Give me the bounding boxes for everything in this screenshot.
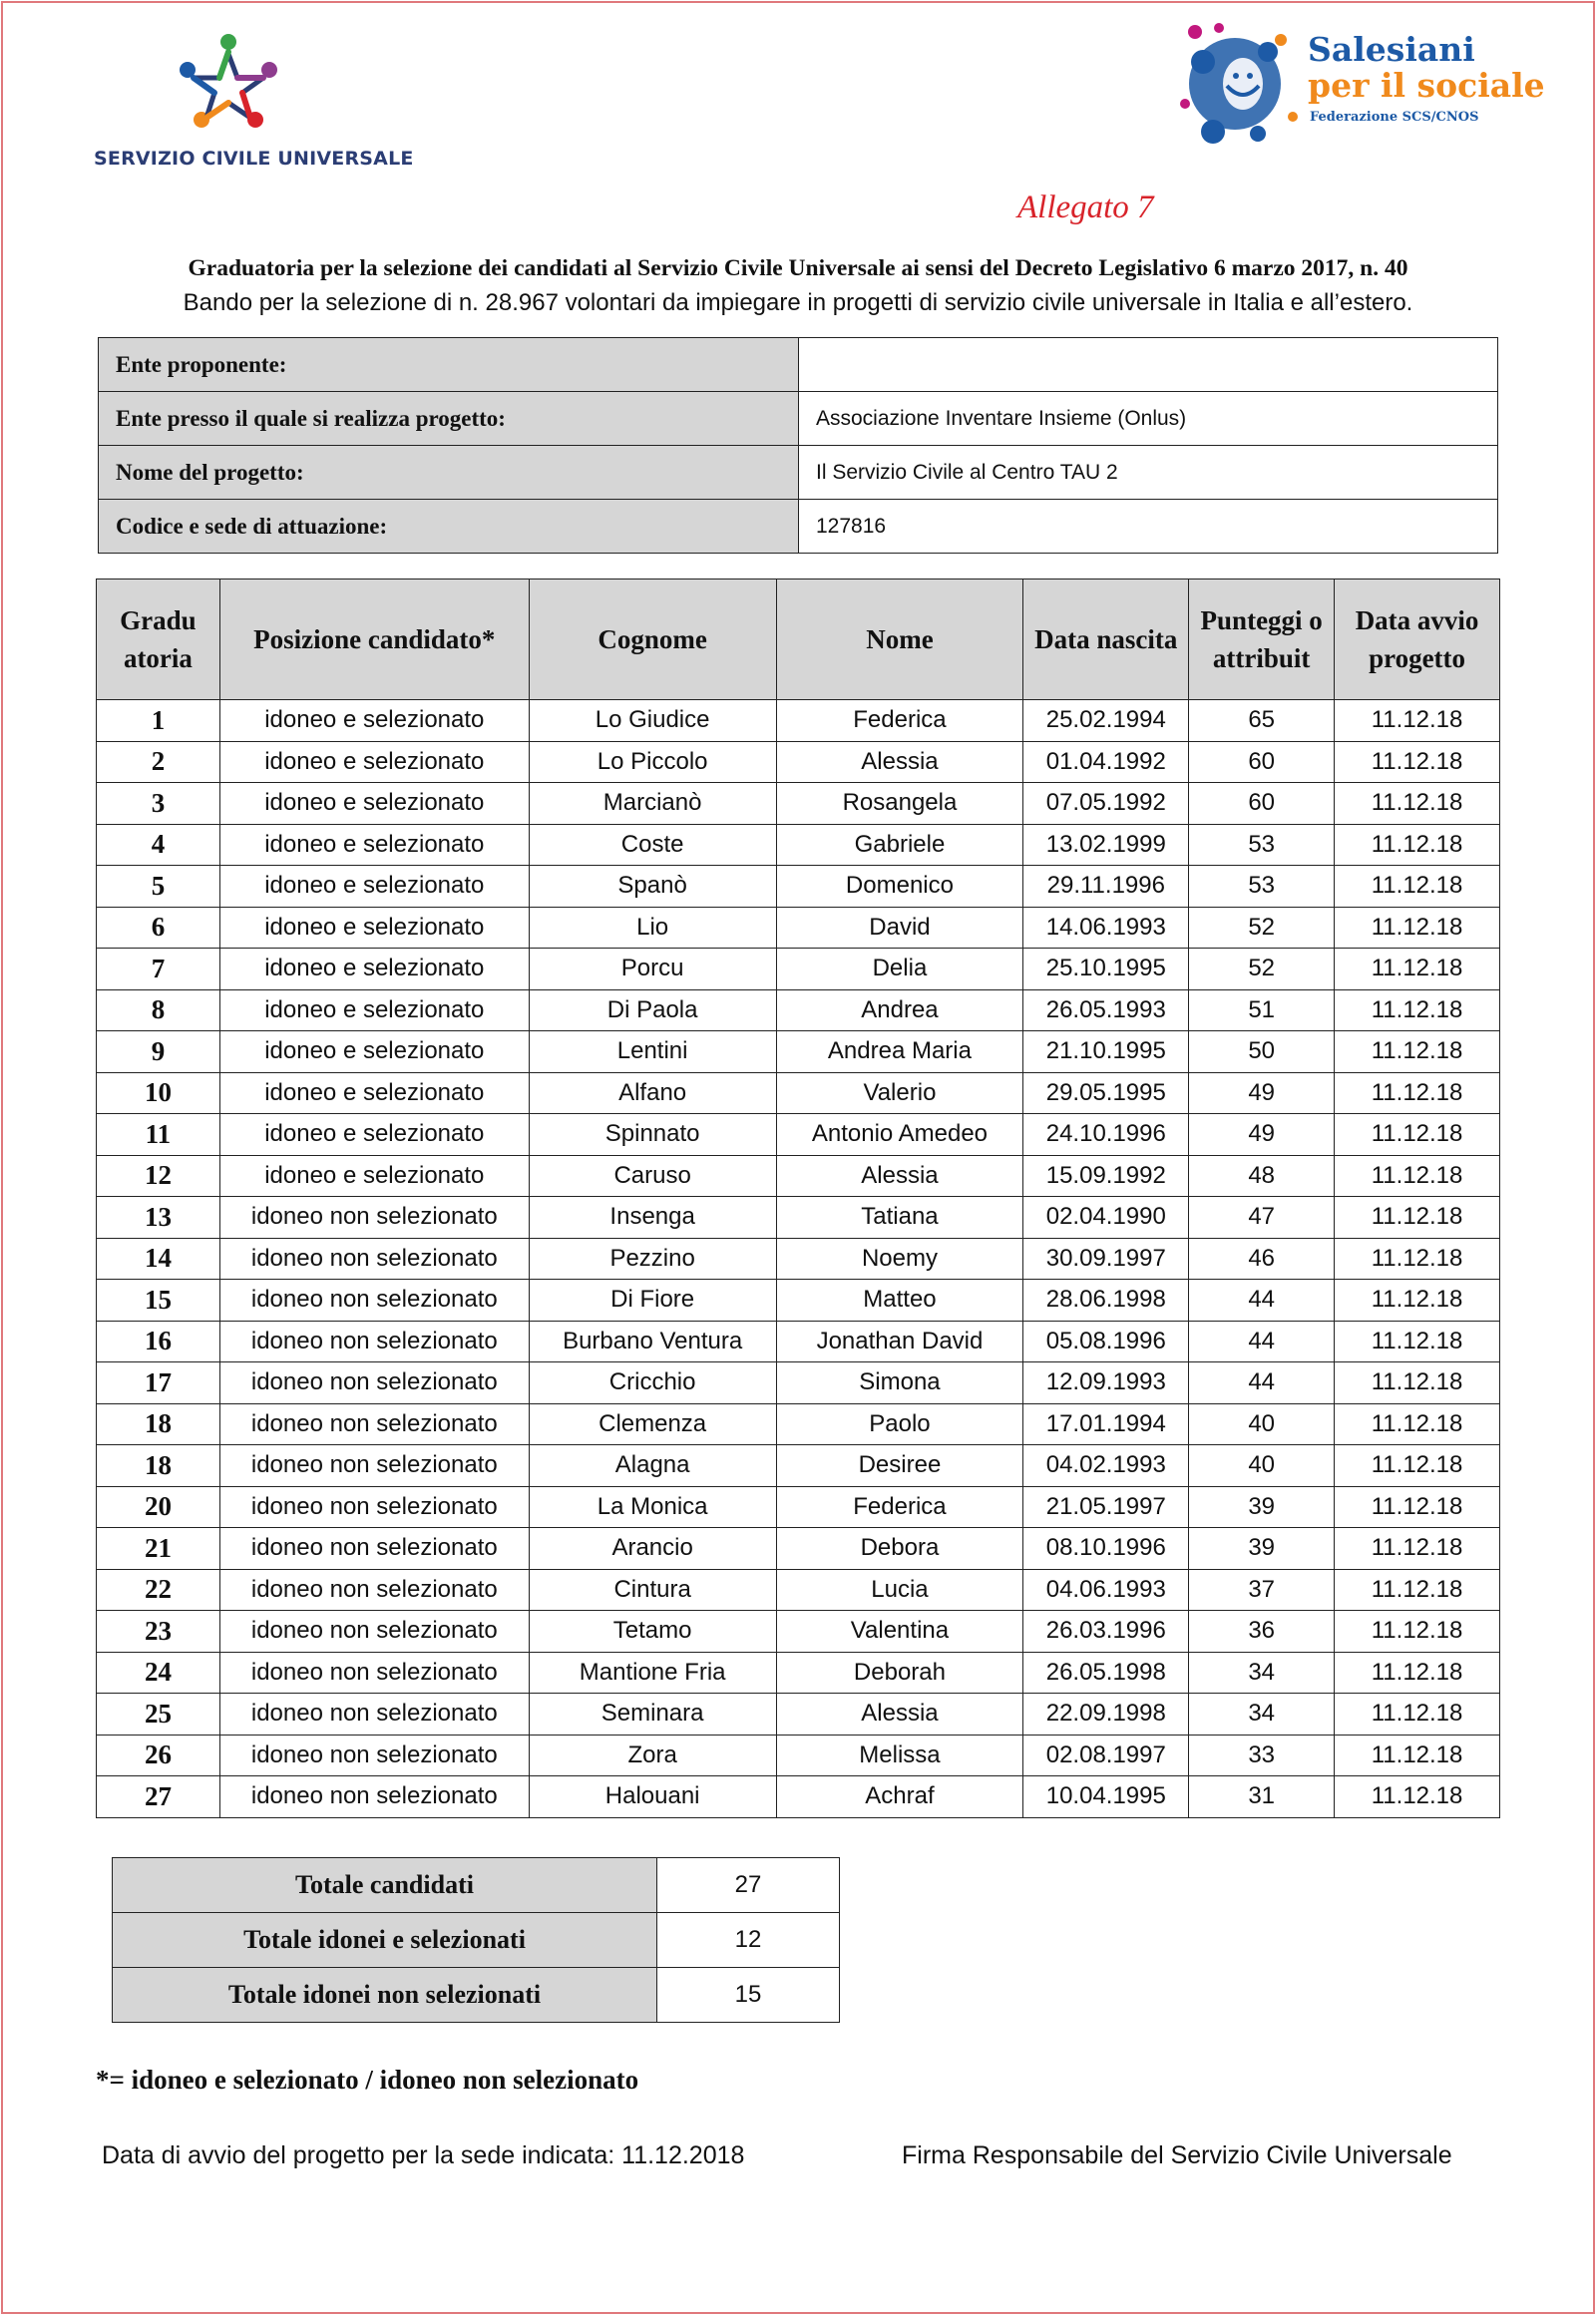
header-graduatoria: Gradu atoria bbox=[97, 579, 220, 700]
cell-data-avvio: 11.12.18 bbox=[1335, 1321, 1500, 1362]
cell-nome: Jonathan David bbox=[776, 1321, 1023, 1362]
cell-rank: 14 bbox=[97, 1238, 220, 1280]
cell-cognome: Mantione Fria bbox=[529, 1652, 776, 1694]
cell-cognome: La Monica bbox=[529, 1486, 776, 1528]
ranking-body bbox=[97, 700, 1500, 1818]
cell-nome: Alessia bbox=[776, 1694, 1023, 1736]
brand-line-3: Federazione SCS/CNOS bbox=[1310, 110, 1479, 125]
cell-rank: 18 bbox=[97, 1445, 220, 1487]
cell-punteggio: 51 bbox=[1189, 989, 1335, 1031]
cell-data-avvio: 11.12.18 bbox=[1335, 1155, 1500, 1197]
cell-nome: Noemy bbox=[776, 1238, 1023, 1280]
cell-data-avvio: 11.12.18 bbox=[1335, 824, 1500, 866]
cell-data-nascita: 12.09.1993 bbox=[1023, 1362, 1189, 1404]
cell-data-avvio: 11.12.18 bbox=[1335, 1114, 1500, 1156]
cell-rank: 20 bbox=[97, 1486, 220, 1528]
table-row bbox=[97, 1114, 1500, 1156]
project-info-table bbox=[98, 337, 1498, 554]
cell-cognome: Burbano Ventura bbox=[529, 1321, 776, 1362]
salesiani-portrait-icon bbox=[1173, 22, 1308, 162]
cell-data-avvio: 11.12.18 bbox=[1335, 1362, 1500, 1404]
totals-label: Totale idonei e selezionati bbox=[113, 1913, 657, 1968]
cell-data-avvio: 11.12.18 bbox=[1335, 949, 1500, 990]
signature-text: Firma Responsabile del Servizio Civile Universale bbox=[902, 2141, 1452, 2169]
brand-line-2: per il sociale bbox=[1308, 66, 1545, 105]
cell-data-nascita: 10.04.1995 bbox=[1023, 1776, 1189, 1818]
cell-posizione: idoneo e selezionato bbox=[219, 1114, 529, 1156]
cell-cognome: Clemenza bbox=[529, 1403, 776, 1445]
info-row bbox=[99, 500, 1498, 554]
cell-punteggio: 37 bbox=[1189, 1569, 1335, 1611]
cell-cognome: Coste bbox=[529, 824, 776, 866]
cell-posizione: idoneo non selezionato bbox=[219, 1362, 529, 1404]
cell-posizione: idoneo non selezionato bbox=[219, 1197, 529, 1239]
cell-punteggio: 44 bbox=[1189, 1321, 1335, 1362]
cell-posizione: idoneo e selezionato bbox=[219, 824, 529, 866]
cell-rank: 15 bbox=[97, 1280, 220, 1322]
cell-data-nascita: 21.10.1995 bbox=[1023, 1031, 1189, 1073]
cell-cognome: Lentini bbox=[529, 1031, 776, 1073]
cell-punteggio: 39 bbox=[1189, 1528, 1335, 1570]
cell-posizione: idoneo e selezionato bbox=[219, 741, 529, 783]
cell-nome: Valentina bbox=[776, 1611, 1023, 1653]
cell-cognome: Alfano bbox=[529, 1072, 776, 1114]
cell-posizione: idoneo e selezionato bbox=[219, 949, 529, 990]
salesiani-logo bbox=[1173, 22, 1545, 172]
cell-rank: 22 bbox=[97, 1569, 220, 1611]
cell-rank: 27 bbox=[97, 1776, 220, 1818]
table-row bbox=[97, 907, 1500, 949]
cell-posizione: idoneo non selezionato bbox=[219, 1486, 529, 1528]
table-row bbox=[97, 1445, 1500, 1487]
cell-rank: 11 bbox=[97, 1114, 220, 1156]
info-label: Ente presso il quale si realizza progetto: bbox=[99, 392, 799, 446]
cell-data-avvio: 11.12.18 bbox=[1335, 1694, 1500, 1736]
header-cognome: Cognome bbox=[529, 579, 776, 700]
cell-data-avvio: 11.12.18 bbox=[1335, 907, 1500, 949]
cell-data-avvio: 11.12.18 bbox=[1335, 1280, 1500, 1322]
table-row bbox=[97, 1031, 1500, 1073]
cell-nome: Valerio bbox=[776, 1072, 1023, 1114]
cell-nome: Delia bbox=[776, 949, 1023, 990]
cell-punteggio: 36 bbox=[1189, 1611, 1335, 1653]
cell-nome: Federica bbox=[776, 700, 1023, 742]
cell-cognome: Zora bbox=[529, 1735, 776, 1776]
table-row bbox=[97, 1735, 1500, 1776]
cell-data-avvio: 11.12.18 bbox=[1335, 1197, 1500, 1239]
document-title: Graduatoria per la selezione dei candidati al Servizio Civile Universale ai sensi del Decreto Legislativo 6 marzo 2017, n. 40 bbox=[188, 255, 1408, 281]
table-row bbox=[97, 1486, 1500, 1528]
cell-posizione: idoneo non selezionato bbox=[219, 1280, 529, 1322]
cell-data-nascita: 26.05.1993 bbox=[1023, 989, 1189, 1031]
totals-label: Totale idonei non selezionati bbox=[113, 1968, 657, 2023]
cell-cognome: Insenga bbox=[529, 1197, 776, 1239]
cell-nome: Andrea Maria bbox=[776, 1031, 1023, 1073]
cell-cognome: Lio bbox=[529, 907, 776, 949]
cell-rank: 8 bbox=[97, 989, 220, 1031]
cell-data-nascita: 15.09.1992 bbox=[1023, 1155, 1189, 1197]
info-row bbox=[99, 392, 1498, 446]
cell-data-nascita: 21.05.1997 bbox=[1023, 1486, 1189, 1528]
table-row bbox=[97, 866, 1500, 908]
totals-table bbox=[112, 1857, 840, 2023]
cell-rank: 16 bbox=[97, 1321, 220, 1362]
info-label: Nome del progetto: bbox=[99, 446, 799, 500]
cell-punteggio: 34 bbox=[1189, 1652, 1335, 1694]
info-value: 127816 bbox=[799, 500, 1498, 554]
table-row bbox=[97, 741, 1500, 783]
cell-data-nascita: 22.09.1998 bbox=[1023, 1694, 1189, 1736]
cell-data-nascita: 17.01.1994 bbox=[1023, 1403, 1189, 1445]
cell-punteggio: 49 bbox=[1189, 1072, 1335, 1114]
cell-data-avvio: 11.12.18 bbox=[1335, 741, 1500, 783]
table-row bbox=[97, 1197, 1500, 1239]
table-row bbox=[97, 1238, 1500, 1280]
cell-rank: 23 bbox=[97, 1611, 220, 1653]
brand-line-1: Salesiani bbox=[1308, 30, 1475, 69]
cell-cognome: Spanò bbox=[529, 866, 776, 908]
start-date-text: Data di avvio del progetto per la sede indicata: 11.12.2018 bbox=[102, 2141, 745, 2169]
cell-punteggio: 40 bbox=[1189, 1403, 1335, 1445]
cell-punteggio: 50 bbox=[1189, 1031, 1335, 1073]
cell-cognome: Marcianò bbox=[529, 783, 776, 825]
totals-row bbox=[113, 1858, 840, 1913]
cell-nome: Deborah bbox=[776, 1652, 1023, 1694]
cell-posizione: idoneo e selezionato bbox=[219, 783, 529, 825]
info-value: Associazione Inventare Insieme (Onlus) bbox=[799, 392, 1498, 446]
table-row bbox=[97, 1072, 1500, 1114]
cell-cognome: Porcu bbox=[529, 949, 776, 990]
cell-data-avvio: 11.12.18 bbox=[1335, 1486, 1500, 1528]
cell-data-avvio: 11.12.18 bbox=[1335, 1735, 1500, 1776]
cell-rank: 24 bbox=[97, 1652, 220, 1694]
cell-data-nascita: 28.06.1998 bbox=[1023, 1280, 1189, 1322]
header-posizione: Posizione candidato* bbox=[219, 579, 529, 700]
cell-rank: 9 bbox=[97, 1031, 220, 1073]
table-row bbox=[97, 1528, 1500, 1570]
cell-rank: 13 bbox=[97, 1197, 220, 1239]
cell-nome: Andrea bbox=[776, 989, 1023, 1031]
cell-rank: 6 bbox=[97, 907, 220, 949]
cell-punteggio: 52 bbox=[1189, 949, 1335, 990]
cell-data-nascita: 04.02.1993 bbox=[1023, 1445, 1189, 1487]
cell-rank: 10 bbox=[97, 1072, 220, 1114]
cell-nome: Federica bbox=[776, 1486, 1023, 1528]
cell-nome: Desiree bbox=[776, 1445, 1023, 1487]
table-row bbox=[97, 989, 1500, 1031]
table-row bbox=[97, 1321, 1500, 1362]
cell-posizione: idoneo e selezionato bbox=[219, 700, 529, 742]
totals-row bbox=[113, 1968, 840, 2023]
cell-data-avvio: 11.12.18 bbox=[1335, 700, 1500, 742]
table-row bbox=[97, 1569, 1500, 1611]
cell-rank: 7 bbox=[97, 949, 220, 990]
cell-posizione: idoneo e selezionato bbox=[219, 907, 529, 949]
cell-punteggio: 44 bbox=[1189, 1362, 1335, 1404]
cell-data-nascita: 29.11.1996 bbox=[1023, 866, 1189, 908]
cell-posizione: idoneo e selezionato bbox=[219, 1031, 529, 1073]
cell-rank: 12 bbox=[97, 1155, 220, 1197]
info-value bbox=[799, 338, 1498, 392]
cell-data-nascita: 02.04.1990 bbox=[1023, 1197, 1189, 1239]
cell-posizione: idoneo non selezionato bbox=[219, 1445, 529, 1487]
cell-nome: Rosangela bbox=[776, 783, 1023, 825]
cell-data-nascita: 13.02.1999 bbox=[1023, 824, 1189, 866]
cell-posizione: idoneo non selezionato bbox=[219, 1611, 529, 1653]
cell-data-nascita: 26.05.1998 bbox=[1023, 1652, 1189, 1694]
cell-nome: Alessia bbox=[776, 1155, 1023, 1197]
allegato-label: Allegato 7 bbox=[1017, 190, 1154, 225]
cell-nome: Gabriele bbox=[776, 824, 1023, 866]
cell-nome: David bbox=[776, 907, 1023, 949]
info-value: Il Servizio Civile al Centro TAU 2 bbox=[799, 446, 1498, 500]
cell-rank: 26 bbox=[97, 1735, 220, 1776]
cell-nome: Tatiana bbox=[776, 1197, 1023, 1239]
cell-punteggio: 33 bbox=[1189, 1735, 1335, 1776]
cell-data-nascita: 07.05.1992 bbox=[1023, 783, 1189, 825]
header-punteggi: Punteggi o attribuit bbox=[1189, 579, 1335, 700]
cell-nome: Melissa bbox=[776, 1735, 1023, 1776]
info-row bbox=[99, 338, 1498, 392]
table-row bbox=[97, 824, 1500, 866]
cell-data-nascita: 02.08.1997 bbox=[1023, 1735, 1189, 1776]
cell-data-avvio: 11.12.18 bbox=[1335, 1031, 1500, 1073]
table-row bbox=[97, 1652, 1500, 1694]
totals-row bbox=[113, 1913, 840, 1968]
footnote: *= idoneo e selezionato / idoneo non selezionato bbox=[96, 2065, 639, 2095]
cell-cognome: Pezzino bbox=[529, 1238, 776, 1280]
cell-punteggio: 53 bbox=[1189, 824, 1335, 866]
cell-cognome: Cricchio bbox=[529, 1362, 776, 1404]
cell-posizione: idoneo e selezionato bbox=[219, 1072, 529, 1114]
cell-nome: Simona bbox=[776, 1362, 1023, 1404]
cell-data-nascita: 24.10.1996 bbox=[1023, 1114, 1189, 1156]
cell-data-nascita: 29.05.1995 bbox=[1023, 1072, 1189, 1114]
cell-punteggio: 39 bbox=[1189, 1486, 1335, 1528]
cell-data-nascita: 08.10.1996 bbox=[1023, 1528, 1189, 1570]
header-nome: Nome bbox=[776, 579, 1023, 700]
ranking-header-row bbox=[97, 579, 1500, 700]
cell-data-avvio: 11.12.18 bbox=[1335, 1776, 1500, 1818]
cell-punteggio: 44 bbox=[1189, 1280, 1335, 1322]
cell-posizione: idoneo non selezionato bbox=[219, 1321, 529, 1362]
cell-cognome: Lo Giudice bbox=[529, 700, 776, 742]
cell-punteggio: 60 bbox=[1189, 783, 1335, 825]
cell-punteggio: 52 bbox=[1189, 907, 1335, 949]
cell-posizione: idoneo non selezionato bbox=[219, 1776, 529, 1818]
cell-data-nascita: 30.09.1997 bbox=[1023, 1238, 1189, 1280]
cell-data-avvio: 11.12.18 bbox=[1335, 1569, 1500, 1611]
header-data-nascita: Data nascita bbox=[1023, 579, 1189, 700]
totals-value: 12 bbox=[657, 1913, 840, 1968]
cell-posizione: idoneo non selezionato bbox=[219, 1528, 529, 1570]
cell-data-nascita: 01.04.1992 bbox=[1023, 741, 1189, 783]
cell-rank: 2 bbox=[97, 741, 220, 783]
cell-data-nascita: 05.08.1996 bbox=[1023, 1321, 1189, 1362]
table-row bbox=[97, 783, 1500, 825]
cell-punteggio: 65 bbox=[1189, 700, 1335, 742]
header-data-avvio: Data avvio progetto bbox=[1335, 579, 1500, 700]
cell-punteggio: 46 bbox=[1189, 1238, 1335, 1280]
table-row bbox=[97, 1155, 1500, 1197]
cell-rank: 5 bbox=[97, 866, 220, 908]
cell-posizione: idoneo non selezionato bbox=[219, 1735, 529, 1776]
cell-data-avvio: 11.12.18 bbox=[1335, 866, 1500, 908]
cell-posizione: idoneo e selezionato bbox=[219, 1155, 529, 1197]
cell-cognome: Di Fiore bbox=[529, 1280, 776, 1322]
cell-data-avvio: 11.12.18 bbox=[1335, 1072, 1500, 1114]
cell-data-nascita: 14.06.1993 bbox=[1023, 907, 1189, 949]
logo-caption: SERVIZIO CIVILE UNIVERSALE bbox=[94, 148, 414, 170]
totals-value: 27 bbox=[657, 1858, 840, 1913]
cell-data-avvio: 11.12.18 bbox=[1335, 1238, 1500, 1280]
cell-posizione: idoneo e selezionato bbox=[219, 989, 529, 1031]
cell-cognome: Tetamo bbox=[529, 1611, 776, 1653]
cell-rank: 25 bbox=[97, 1694, 220, 1736]
cell-cognome: Spinnato bbox=[529, 1114, 776, 1156]
star-people-icon bbox=[174, 30, 283, 140]
cell-punteggio: 47 bbox=[1189, 1197, 1335, 1239]
cell-cognome: Cintura bbox=[529, 1569, 776, 1611]
table-row bbox=[97, 1776, 1500, 1818]
cell-cognome: Di Paola bbox=[529, 989, 776, 1031]
cell-nome: Matteo bbox=[776, 1280, 1023, 1322]
cell-rank: 3 bbox=[97, 783, 220, 825]
table-row bbox=[97, 949, 1500, 990]
cell-nome: Debora bbox=[776, 1528, 1023, 1570]
cell-nome: Domenico bbox=[776, 866, 1023, 908]
cell-data-avvio: 11.12.18 bbox=[1335, 1403, 1500, 1445]
cell-data-nascita: 25.02.1994 bbox=[1023, 700, 1189, 742]
cell-rank: 4 bbox=[97, 824, 220, 866]
cell-punteggio: 40 bbox=[1189, 1445, 1335, 1487]
cell-data-avvio: 11.12.18 bbox=[1335, 1652, 1500, 1694]
cell-nome: Paolo bbox=[776, 1403, 1023, 1445]
info-label: Codice e sede di attuazione: bbox=[99, 500, 799, 554]
cell-cognome: Halouani bbox=[529, 1776, 776, 1818]
totals-value: 15 bbox=[657, 1968, 840, 2023]
cell-data-nascita: 26.03.1996 bbox=[1023, 1611, 1189, 1653]
cell-nome: Antonio Amedeo bbox=[776, 1114, 1023, 1156]
cell-posizione: idoneo non selezionato bbox=[219, 1238, 529, 1280]
cell-posizione: idoneo non selezionato bbox=[219, 1403, 529, 1445]
cell-data-nascita: 04.06.1993 bbox=[1023, 1569, 1189, 1611]
cell-data-nascita: 25.10.1995 bbox=[1023, 949, 1189, 990]
cell-punteggio: 34 bbox=[1189, 1694, 1335, 1736]
cell-posizione: idoneo non selezionato bbox=[219, 1694, 529, 1736]
cell-posizione: idoneo non selezionato bbox=[219, 1569, 529, 1611]
cell-punteggio: 53 bbox=[1189, 866, 1335, 908]
totals-label: Totale candidati bbox=[113, 1858, 657, 1913]
cell-nome: Achraf bbox=[776, 1776, 1023, 1818]
cell-cognome: Lo Piccolo bbox=[529, 741, 776, 783]
table-row bbox=[97, 700, 1500, 742]
table-row bbox=[97, 1362, 1500, 1404]
cell-punteggio: 60 bbox=[1189, 741, 1335, 783]
cell-data-avvio: 11.12.18 bbox=[1335, 783, 1500, 825]
cell-posizione: idoneo non selezionato bbox=[219, 1652, 529, 1694]
ranking-table bbox=[96, 579, 1500, 1818]
servizio-civile-logo bbox=[94, 30, 414, 180]
table-row bbox=[97, 1280, 1500, 1322]
cell-data-avvio: 11.12.18 bbox=[1335, 1445, 1500, 1487]
cell-rank: 1 bbox=[97, 700, 220, 742]
cell-cognome: Seminara bbox=[529, 1694, 776, 1736]
cell-data-avvio: 11.12.18 bbox=[1335, 1611, 1500, 1653]
cell-nome: Alessia bbox=[776, 741, 1023, 783]
cell-posizione: idoneo e selezionato bbox=[219, 866, 529, 908]
cell-punteggio: 48 bbox=[1189, 1155, 1335, 1197]
cell-cognome: Caruso bbox=[529, 1155, 776, 1197]
cell-data-avvio: 11.12.18 bbox=[1335, 989, 1500, 1031]
info-row bbox=[99, 446, 1498, 500]
table-row bbox=[97, 1694, 1500, 1736]
cell-punteggio: 49 bbox=[1189, 1114, 1335, 1156]
cell-nome: Lucia bbox=[776, 1569, 1023, 1611]
cell-punteggio: 31 bbox=[1189, 1776, 1335, 1818]
info-label: Ente proponente: bbox=[99, 338, 799, 392]
document-subtitle: Bando per la selezione di n. 28.967 volontari da impiegare in progetti di servizio civile universale in Italia e all’estero. bbox=[183, 289, 1413, 316]
cell-rank: 17 bbox=[97, 1362, 220, 1404]
cell-cognome: Arancio bbox=[529, 1528, 776, 1570]
cell-data-avvio: 11.12.18 bbox=[1335, 1528, 1500, 1570]
cell-cognome: Alagna bbox=[529, 1445, 776, 1487]
table-row bbox=[97, 1611, 1500, 1653]
cell-rank: 18 bbox=[97, 1403, 220, 1445]
table-row bbox=[97, 1403, 1500, 1445]
cell-rank: 21 bbox=[97, 1528, 220, 1570]
